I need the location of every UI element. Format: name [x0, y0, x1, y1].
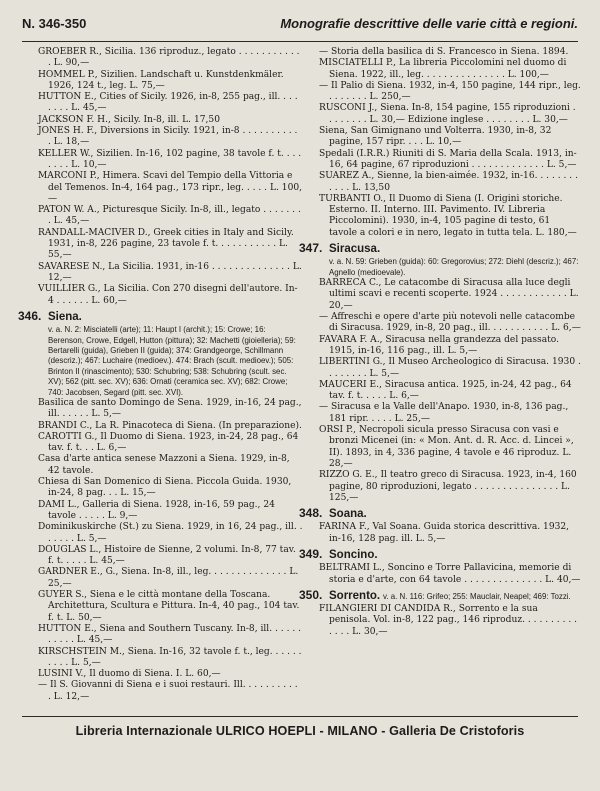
- section-label: Soana.: [329, 508, 367, 521]
- section-number: 349.: [299, 546, 323, 561]
- entry-kirschstein: KIRSCHSTEIN M., Siena. In-16, 32 tavole f. t., leg. . . . . . . . . . L. 5,—: [38, 646, 302, 668]
- right-column: [299, 47, 581, 638]
- section-siena-crossrefs: v. a. N. 2: Misciatelli (arte); 11: Haupt I (archit.); 15: Crowe; 16: Berenson, Crowe, Edgell, Hutton (pittura); 32: Machetti (gioielleria); 59: Bertarelli (guida), Grieben II (guida); 374: Grandgeorge, Schillmann (descriz.); 467: Luchaire (medioev.). 474: Brach (scult. medioev.); 505: Brinton II (rinascimento); 530: Schubring; 538: Schubring (scult. sec. XV); 562 (pitt. sec. XV); 636: Ornati (ceramica sec. XV); 682: Crowe; 740: Jacobsen, Segard (pitt. sec. XVI).: [48, 325, 296, 397]
- entry-brandi: BRANDI C., La R. Pinacoteca di Siena. (In preparazione).: [38, 420, 302, 431]
- section-siracusa-crossrefs: v. a. N. 59: Grieben (guida): 60: Gregorovius; 272: Diehl (descriz.); 467: Agnello (medioevale).: [329, 257, 579, 277]
- entry-paton: PATON W. A., Picturesque Sicily. In-8, ill., legato . . . . . . . . L. 45,—: [38, 205, 301, 227]
- entry-palio: — Il Palio di Siena. 1932, in-4, 150 pagine, 144 ripr., leg. . . . . . . . L. 250,—: [319, 80, 581, 103]
- page-header: [22, 16, 578, 38]
- entry-suarez: SUAREZ A., Sienne, la bien-aimée. 1932, in-16. . . . . . . . . . . . L. 13,50: [319, 171, 578, 193]
- entry-dominikuskirche: Dominikuskirche (St.) zu Siena. 1929, in 16, 24 pag., ill. . . . . . . L. 5,—: [38, 522, 303, 544]
- section-label: Sorrento.: [329, 589, 381, 602]
- entry-guyer: GUYER S., Siena e le città montane della Toscana. Architettura, Scultura e Pittura. In-4, 40 pag., 104 tav. f. t. L. 50,—: [38, 590, 300, 623]
- header-rule: [22, 41, 578, 42]
- entry-siracusa-anapo: — Siracusa e la Valle dell'Anapo. 1930, in-8, 136 pag., 181 ripr. . . . . L. 25,—: [319, 402, 569, 424]
- entry-hommel: HOMMEL P., Sizilien. Landschaft u. Kunstdenkmäler. 1926, 124 t., leg. L. 75,—: [38, 69, 284, 91]
- entry-orsi: ORSI P., Necropoli sicula presso Siracusa con vasi e bronzi Micenei (in: « Mon. Ant. d. R. Acc. d. Lincei », II). 1893, in 4, 336 pagine, 4 tavole e 46 riproduz. L. 28,—: [319, 425, 574, 469]
- section-number: 348.: [299, 506, 323, 521]
- section-label: Siracusa.: [329, 243, 381, 256]
- section-label: Siena.: [48, 310, 82, 323]
- entry-barreca: BARRECA C., Le catacombe di Siracusa alla luce degli ultimi scavi e recenti scoperte. 1924 . . . . . . . . . . . . L. 20,—: [319, 278, 579, 311]
- entry-rizzo: RIZZO G. E., Il teatro greco di Siracusa. 1923, in-4, 160 pagine, 80 riproduzioni, legato . . . . . . . . . . . . . . . L. 125,—: [319, 470, 577, 503]
- entry-casa-arte: Casa d'arte antica senese Mazzoni a Siena. 1929, in-8, 42 tavole.: [38, 454, 290, 476]
- entry-affreschi: — Affreschi e opere d'arte più notevoli nelle catacombe di Siracusa. 1929, in-8, 20 pag., ill. . . . . . . . . . . L. 6,—: [319, 312, 581, 334]
- entry-randall-maciver: RANDALL-MACIVER D., Greek cities in Italy and Sicily. 1931, in-8, 226 pagine, 23 tavole f. t. . . . . . . . . . . L. 55,—: [38, 227, 294, 261]
- entry-mauceri: MAUCERI E., Siracusa antica. 1925, in-24, 42 pag., 64 tav. f. t. . . . . L. 6,—: [319, 379, 572, 402]
- entry-lusini: LUSINI V., Il duomo di Siena. I. L. 60,—: [38, 669, 221, 680]
- entry-turbanti: TURBANTI O., Il Duomo di Siena (I. Origini storiche. Esterno. II. Interno. III. Pavimento. IV. Libreria Piccolomini). 1930, in-4, 105 pagine di testo, 61 tavole a colori e in nero, legato in tutta tela. L. 180,—: [319, 193, 577, 238]
- page-range: N. 346-350: [22, 16, 87, 31]
- entry-douglas: DOUGLAS L., Histoire de Sienne, 2 volumi. In-8, 77 tav. f. t. . . . . L. 45,—: [38, 544, 296, 567]
- entry-savarese: SAVARESE N., La Sicilia. 1931, in-16 . . . . . . . . . . . . . . L. 12,—: [38, 261, 302, 283]
- entry-vuillier: VUILLIER G., La Sicilia. Con 270 disegni dell'autore. In-4 . . . . . . L. 60,—: [38, 284, 298, 306]
- entry-libertini: LIBERTINI G., Il Museo Archeologico di Siracusa. 1930 . . . . . . . . L. 5,—: [319, 357, 581, 379]
- section-siracusa: [299, 243, 581, 256]
- entry-carotti: CAROTTI G., Il Duomo di Siena. 1923, in-24, 28 pag., 64 tav. f. t. . . L. 6,—: [38, 431, 299, 454]
- entry-dami: DAMI L., Galleria di Siena. 1928, in-16, 59 pag., 24 tavole . . . . . L. 9,—: [38, 499, 275, 521]
- section-label: Soncino.: [329, 548, 378, 561]
- entry-basilica-domingo: Basilica de santo Domingo de Sena. 1929, in-16, 24 pag., ill. . . . . . L. 5,—: [38, 397, 302, 420]
- entry-siena-sangimignano: Siena, San Gimignano und Volterra. 1930, in-8, 32 pagine, 157 ripr. . . . L. 10,—: [319, 126, 552, 148]
- section-number: 346.: [18, 308, 42, 323]
- entry-keller: KELLER W., Sizilien. In-16, 102 pagine, 38 tavole f. t. . . . . . . . L. 10,—: [38, 148, 302, 170]
- page-title: Monografie descrittive delle varie città e regioni.: [280, 16, 578, 31]
- entry-beltrami: BELTRAMI L., Soncino e Torre Pallavicina, memorie di storia e d'arte, con 64 tavole . . . . . . . . . . . . . . L. 40,—: [319, 563, 581, 585]
- section-siena: [18, 308, 303, 324]
- section-soana: [299, 508, 581, 521]
- entry-filangieri: FILANGIERI DI CANDIDA R., Sorrento e la sua penisola. Vol. in-8, 122 pag., 146 riproduz. . . . . . . . . . . . . . L. 30,—: [319, 604, 578, 637]
- section-sorrento-crossrefs: v. a. N. 116: Grifeo; 255: Mauclair, Neapel; 469: Tozzi.: [383, 591, 571, 601]
- entry-rusconi: RUSCONI J., Siena. In-8, 154 pagine, 155 riproduzioni . . . . . . . . L. 30,— Edizione inglese . . . . . . . . L. 30,—: [319, 103, 576, 125]
- entry-marconi: MARCONI P., Himera. Scavi del Tempio della Vittoria e del Temenos. In-4, 164 pag., 173 ripr., leg. . . . . L. 100,—: [38, 171, 303, 204]
- entry-groeber: GROEBER R., Sicilia. 136 riproduz., legato . . . . . . . . . . . . L. 90,—: [38, 47, 300, 69]
- entry-chiesa-domenico: Chiesa di San Domenico di Siena. Piccola Guida. 1930, in-24, 8 pag. . . L. 15,—: [38, 477, 292, 499]
- publisher-footer: Libreria Internazionale ULRICO HOEPLI - MILANO - Galleria De Cristoforis: [75, 724, 525, 738]
- entry-gardner: GARDNER E., G., Siena. In-8, ill., leg. . . . . . . . . . . . . . L. 25,—: [38, 567, 299, 589]
- entry-storia-basilica: — Storia della basilica di S. Francesco in Siena. 1894.: [319, 47, 569, 57]
- entry-jackson: JACKSON F. H., Sicily. In-8, ill. L. 17,50: [38, 114, 220, 125]
- entry-jones: JONES H. F., Diversions in Sicily. 1921, in-8 . . . . . . . . . . . L. 18,—: [38, 126, 298, 148]
- section-sorrento: [299, 587, 581, 603]
- section-soncino: [299, 546, 581, 562]
- section-number: 350.: [299, 587, 323, 602]
- left-column: [18, 47, 303, 703]
- entry-favara: FAVARA F. A., Siracusa nella grandezza del passato. 1915, in-16, 116 pag., ill. L. 5,—: [319, 334, 559, 356]
- footer-rule: [22, 716, 578, 717]
- entry-hutton-siena: HUTTON E., Siena and Southern Tuscany. In-8, ill. . . . . . . . . . . L. 45,—: [38, 623, 302, 646]
- entry-hutton-sicily: HUTTON E., Cities of Sicily. 1926, in-8, 255 pag., ill. . . . . . . . L. 45,—: [38, 92, 298, 114]
- entry-farina: FARINA F., Val Soana. Guida storica descrittiva. 1932, in-16, 128 pag. ill. L. 5,—: [319, 522, 570, 544]
- entry-misciatelli: MISCIATELLI P., La libreria Piccolomini nel duomo di Siena. 1922, ill., leg. . . . . . . . . . . . . . . L. 100,—: [319, 58, 567, 80]
- section-number: 347.: [299, 241, 323, 256]
- entry-spedali: Spedali (I.R.R.) Riuniti di S. Maria della Scala. 1913, in-16, 64 pagine, 67 riproduzioni . . . . . . . . . . . . . L. 5,—: [319, 148, 577, 170]
- entry-lusini-giovanni: — Il S. Giovanni di Siena e i suoi restauri. Ill. . . . . . . . . . . L. 12,—: [38, 680, 298, 702]
